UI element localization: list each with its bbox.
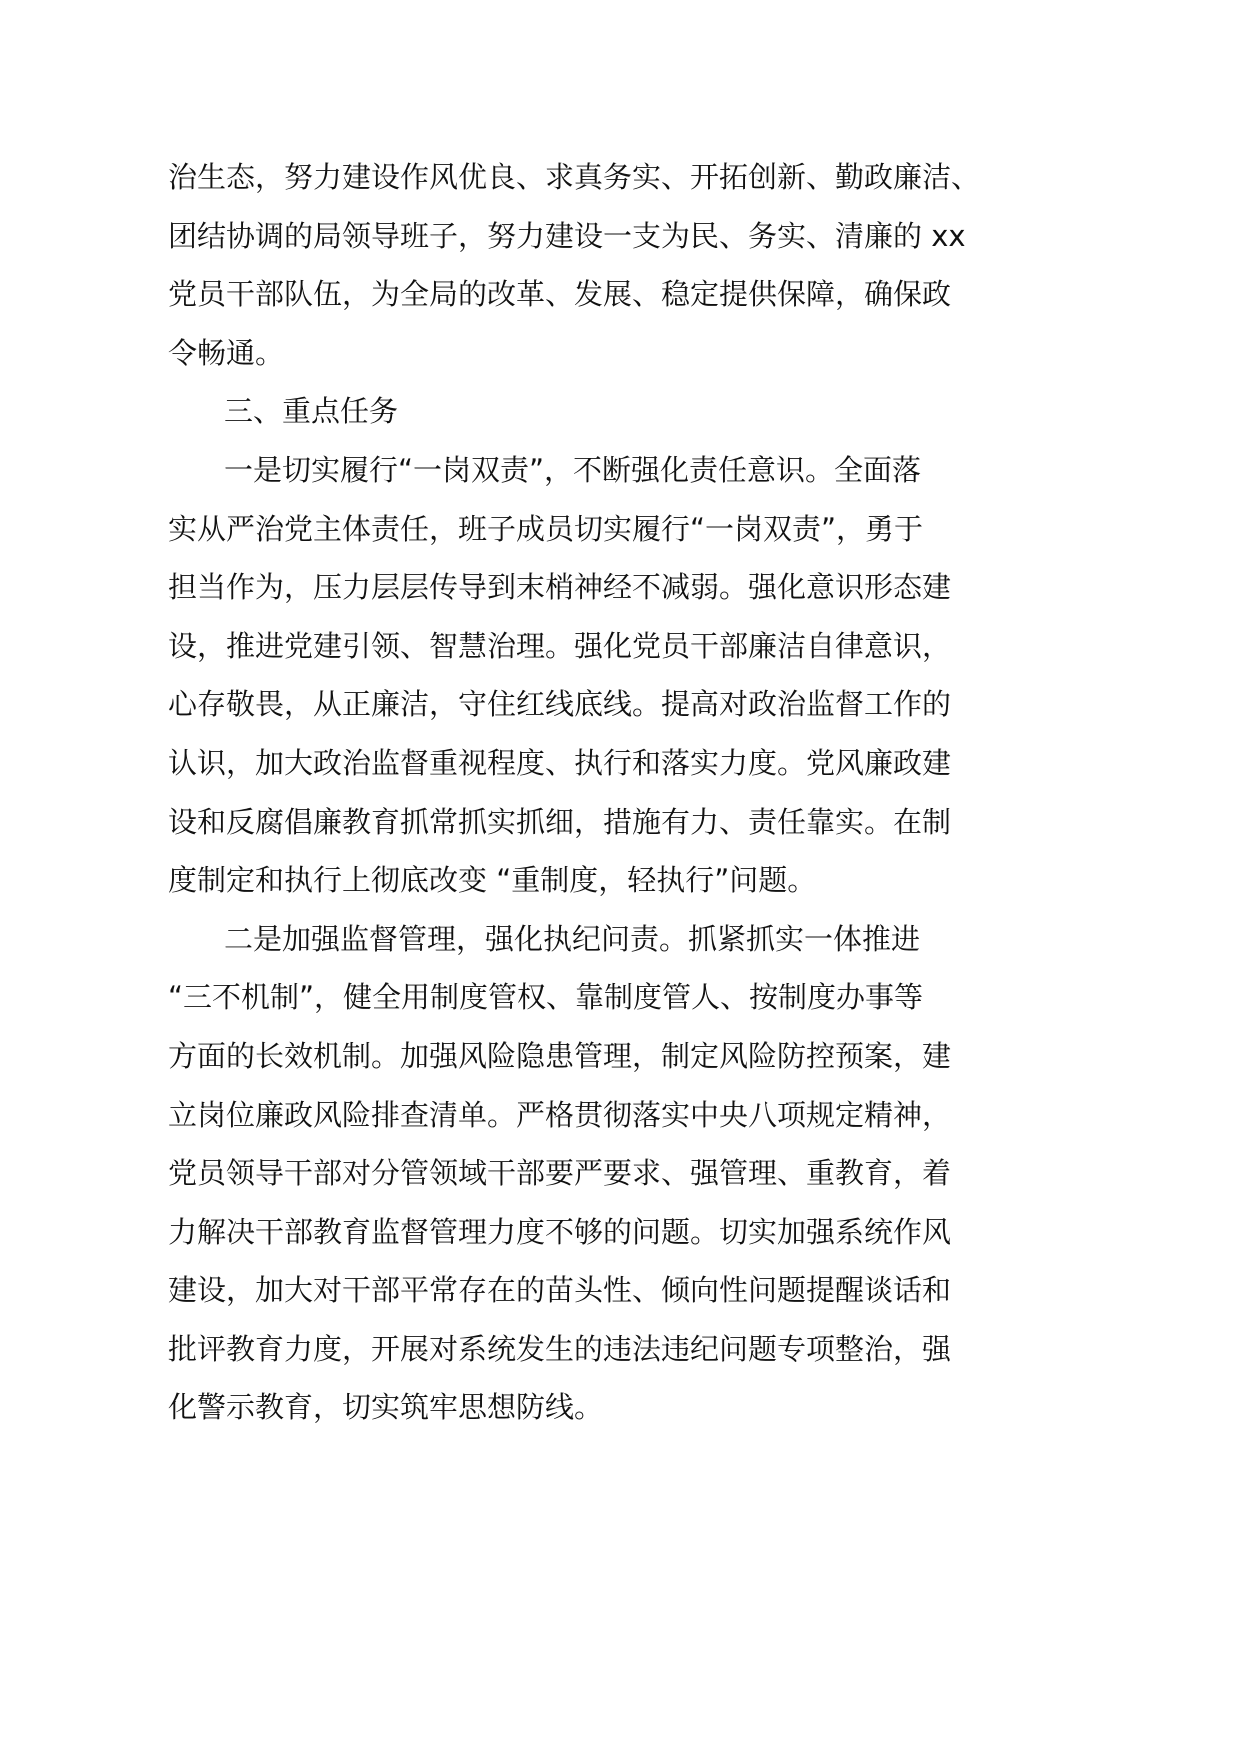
text-line: 心存敬畏，从正廉洁，守住红线底线。提高对政治监督工作的 (168, 687, 952, 722)
text-line: 团结协调的局领导班子，努力建设一支为民、务实、清廉的 xx (168, 218, 966, 253)
text-line: 担当作为，压力层层传导到末梢神经不减弱。强化意识形态建 (168, 570, 952, 605)
paragraph-first-line: 一是切实履行“一岗双责”，不断强化责任意识。全面落 (224, 452, 922, 487)
text-line: 立岗位廉政风险排查清单。严格贯彻落实中央八项规定精神， (168, 1097, 952, 1132)
document-body (168, 148, 981, 1437)
text-line: 治生态，努力建设作风优良、求真务实、开拓创新、勤政廉洁、 (168, 160, 981, 194)
text-line: 实从严治党主体责任，班子成员切实履行“一岗双责”，勇于 (168, 511, 924, 546)
section-heading: 三、重点任务 (224, 394, 399, 429)
text-line: 设和反腐倡廉教育抓常抓实抓细，措施有力、责任靠实。在制 (168, 804, 952, 839)
text-line: 化警示教育，切实筑牢思想防线。 (168, 1390, 604, 1425)
text-line: 令畅通。 (168, 335, 285, 370)
paragraph-first-line: 二是加强监督管理，强化执纪问责。抓紧抓实一体推进 (224, 921, 921, 956)
text-line: 认识，加大政治监督重视程度、执行和落实力度。党风廉政建 (168, 745, 952, 780)
text-line: 批评教育力度，开展对系统发生的违法违纪问题专项整治，强 (168, 1331, 952, 1366)
text-line: 党员领导干部对分管领域干部要严要求、强管理、重教育，着 (168, 1156, 952, 1191)
text-line: 设，推进党建引领、智慧治理。强化党员干部廉洁自律意识， (168, 628, 952, 663)
text-line: 党员干部队伍，为全局的改革、发展、稳定提供保障，确保政 (168, 277, 952, 312)
text-line: “三不机制”，健全用制度管权、靠制度管人、按制度办事等 (168, 980, 924, 1015)
text-line: 度制定和执行上彻底改变 “重制度，轻执行”问题。 (168, 863, 817, 898)
text-line: 建设，加大对干部平常存在的苗头性、倾向性问题提醒谈话和 (168, 1273, 952, 1308)
text-line: 方面的长效机制。加强风险隐患管理，制定风险防控预案，建 (168, 1038, 952, 1073)
text-line: 力解决干部教育监督管理力度不够的问题。切实加强系统作风 (168, 1214, 952, 1249)
